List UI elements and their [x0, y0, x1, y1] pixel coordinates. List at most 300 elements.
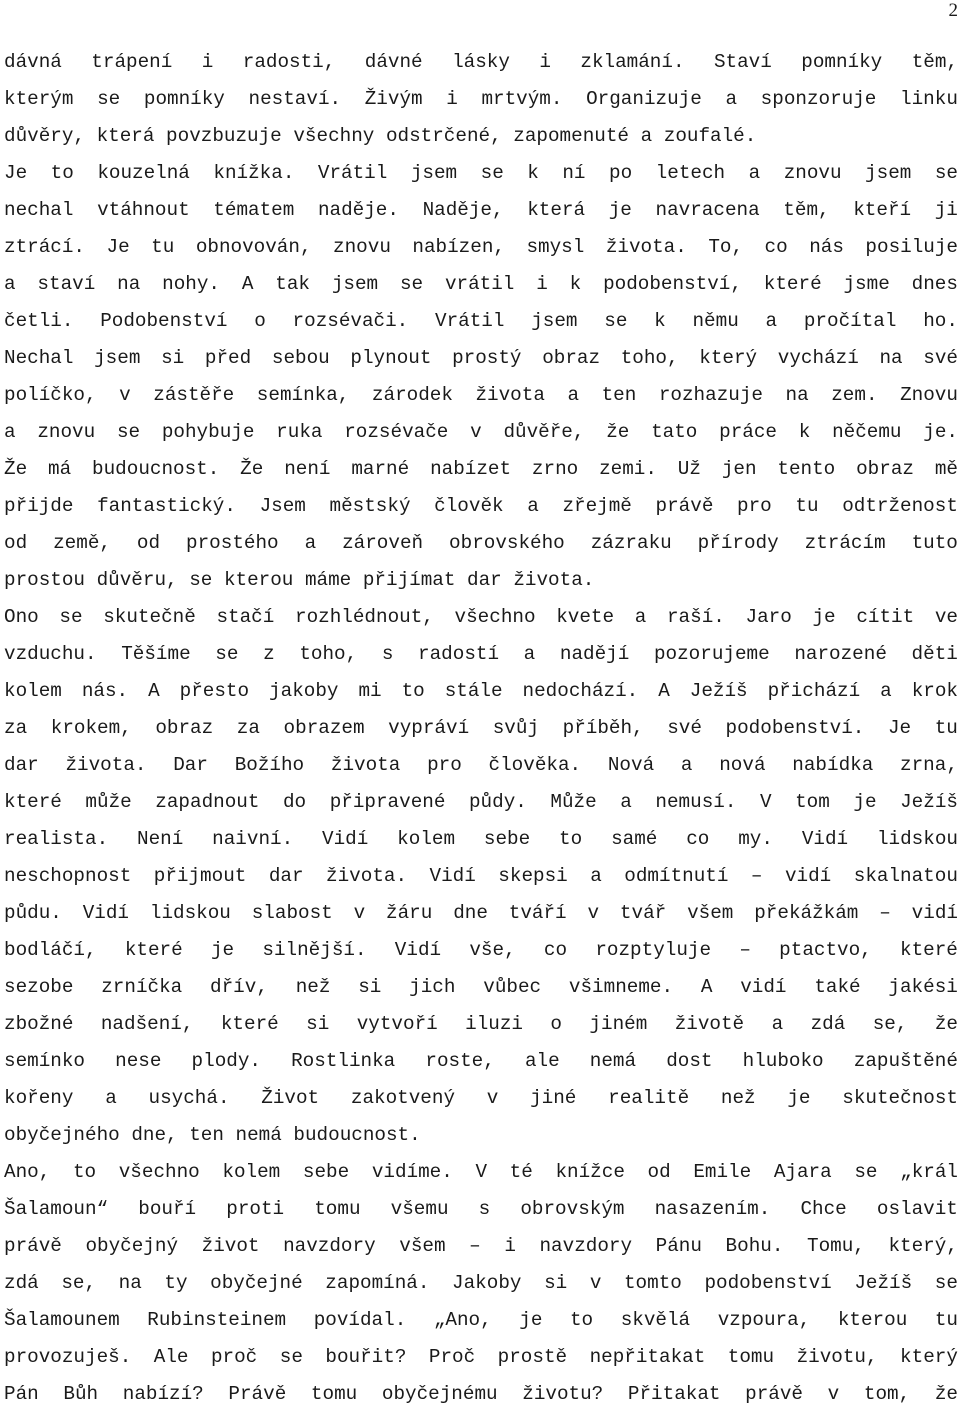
word: života. — [513, 569, 595, 591]
word: může — [85, 791, 132, 813]
word: tvář — [619, 902, 667, 924]
word: jsem — [865, 162, 912, 184]
word: jiném — [589, 1013, 648, 1035]
word: to — [72, 1161, 97, 1183]
text-line — [4, 340, 958, 377]
word: Právě — [228, 1383, 287, 1405]
word: obyčejné — [210, 1272, 303, 1294]
word: Vidí — [429, 865, 476, 887]
word: to — [569, 1309, 594, 1331]
word: A — [148, 680, 160, 702]
word: podobenství — [704, 1272, 832, 1294]
word: četli. — [4, 310, 74, 332]
word: Znovu — [900, 384, 958, 406]
text-line — [4, 451, 958, 488]
text-line — [4, 969, 958, 1006]
word: – — [879, 902, 891, 924]
word: ztrácím — [804, 532, 886, 554]
word: Emile — [693, 1161, 752, 1183]
word: pozorujeme — [653, 643, 770, 665]
word: kterým — [4, 88, 74, 110]
word: přijímat — [362, 569, 456, 591]
word: semínko — [4, 1050, 85, 1072]
word: k — [527, 162, 539, 184]
text-line — [4, 858, 958, 895]
word: není — [284, 458, 331, 480]
word: život — [201, 1235, 260, 1257]
word: budoucnost. — [293, 1124, 421, 1146]
word: Není — [137, 828, 184, 850]
word: Může — [550, 791, 597, 813]
word: životě — [674, 1013, 745, 1035]
word: se, — [61, 1272, 97, 1294]
word: Je — [4, 162, 28, 184]
word: lidskou — [876, 828, 958, 850]
word: zároveň — [342, 532, 424, 554]
word: – — [750, 865, 763, 887]
word: s — [381, 643, 394, 665]
word: tváří — [508, 902, 567, 924]
word: všechny — [293, 125, 375, 147]
word: se — [116, 421, 141, 443]
word: přichází — [767, 680, 861, 702]
text-line — [4, 488, 958, 525]
word: vidí — [784, 865, 832, 887]
word: si — [306, 1013, 330, 1035]
word: vzduchu. — [4, 643, 97, 665]
word: Jaro — [745, 606, 792, 628]
word: toho, — [620, 347, 679, 369]
word: neschopnost — [4, 865, 132, 887]
word: příběh, — [562, 717, 644, 739]
word: zázraku — [590, 532, 672, 554]
word: se — [480, 162, 504, 184]
text-line — [4, 81, 958, 118]
word: Jakoby — [452, 1272, 522, 1294]
word: tuto — [911, 532, 958, 554]
word: obraz — [856, 458, 914, 480]
word: která — [96, 125, 155, 147]
word: zástěře — [153, 384, 235, 406]
word: prostý — [452, 347, 522, 369]
word: kouzelná — [97, 162, 190, 184]
word: co — [543, 939, 568, 961]
word: i — [539, 51, 551, 73]
word: Nechal — [4, 347, 74, 369]
word: Šalamoun“ — [4, 1198, 109, 1220]
word: v — [353, 902, 366, 924]
word: obrovským — [520, 1198, 625, 1220]
text-line — [4, 266, 958, 303]
text-line — [4, 1191, 958, 1228]
word: Ono — [4, 606, 39, 628]
word: iluzi — [465, 1013, 523, 1035]
text-line — [4, 1228, 958, 1265]
word: obyčejný — [85, 1235, 179, 1257]
word: my. — [738, 828, 773, 850]
word: roste, — [425, 1050, 495, 1072]
word: je — [519, 1309, 543, 1331]
word: i — [504, 1235, 516, 1257]
word: to — [50, 162, 74, 184]
word: zrníčka — [101, 976, 183, 998]
word: Ježíš — [900, 791, 958, 813]
word: Ježíš — [854, 1272, 913, 1294]
word: se — [934, 162, 958, 184]
word: – — [469, 1235, 481, 1257]
word: pročítal — [803, 310, 897, 332]
word: naděje. — [317, 199, 399, 221]
word: přesto — [179, 680, 250, 702]
word: dávná — [4, 51, 62, 73]
word: vidíme. — [371, 1161, 453, 1183]
text-line — [4, 1265, 958, 1302]
word: zapuštěné — [853, 1050, 958, 1072]
word: zapadnout — [155, 791, 260, 813]
word: všemu — [390, 1198, 449, 1220]
word: který — [900, 1346, 958, 1368]
word: Je — [887, 717, 912, 739]
word: a — [105, 1087, 117, 1109]
word: Vrátil — [435, 310, 505, 332]
word: jakoby — [269, 680, 339, 702]
word: jsem — [94, 347, 141, 369]
word: plynout — [350, 347, 432, 369]
word: Že — [4, 458, 28, 480]
word: zoufalé. — [663, 125, 757, 147]
word: také — [814, 976, 861, 998]
word: a — [590, 865, 602, 887]
word: stačí — [216, 606, 275, 628]
word: se — [189, 569, 213, 591]
word: v — [486, 1087, 499, 1109]
word: zemi. — [599, 458, 657, 480]
text-line — [4, 1006, 958, 1043]
word: Už — [677, 458, 701, 480]
word: co — [686, 828, 710, 850]
word: sponzoruje — [760, 88, 877, 110]
word: si — [161, 347, 185, 369]
word: dne, — [131, 1124, 178, 1146]
text-line — [4, 747, 958, 784]
word: odtrženost — [842, 495, 958, 517]
word: navracena — [655, 199, 760, 221]
word: letech — [655, 162, 726, 184]
word: žáru — [386, 902, 433, 924]
word: než — [720, 1087, 756, 1109]
text-line — [4, 229, 958, 266]
word: přijde — [4, 495, 74, 517]
word: nabídka — [792, 754, 874, 776]
word: A — [700, 976, 713, 998]
word: dřív, — [210, 976, 268, 998]
word: dar — [4, 754, 39, 776]
word: obyčejnému — [381, 1383, 498, 1405]
word: ve — [934, 606, 958, 628]
word: To, — [708, 236, 744, 258]
word: právě — [745, 1383, 803, 1405]
word: podobenství, — [603, 273, 742, 295]
word: pomníky — [801, 51, 883, 73]
word: zrna, — [900, 754, 958, 776]
word: Jsem — [259, 495, 306, 517]
word: že — [934, 1013, 958, 1035]
word: i — [536, 273, 548, 295]
word: se — [604, 310, 628, 332]
word: o — [254, 310, 266, 332]
word: tomto — [623, 1272, 682, 1294]
word: je — [608, 199, 632, 221]
word: ten — [189, 1124, 224, 1146]
word: života. — [65, 754, 147, 776]
word: v — [827, 1383, 840, 1405]
word: narozené — [794, 643, 887, 665]
word: staví — [37, 273, 96, 295]
word: děti — [911, 643, 958, 665]
word: fantastický. — [97, 495, 236, 517]
word: i — [201, 51, 214, 73]
word: tu — [151, 236, 175, 258]
word: do — [282, 791, 307, 813]
text-line — [4, 784, 958, 821]
word: Tomu, — [807, 1235, 865, 1257]
word: dar — [268, 865, 304, 887]
word: Vidí — [82, 902, 130, 924]
word: zbožné — [4, 1013, 74, 1035]
word: člověk — [434, 495, 504, 517]
word: kvete — [556, 606, 615, 628]
word: Je — [106, 236, 130, 258]
word: odstrčené, — [385, 125, 502, 147]
word: všem — [687, 902, 734, 924]
word: mi — [358, 680, 382, 702]
word: připravené — [329, 791, 446, 813]
word: které — [4, 791, 62, 813]
word: vtáhnout — [97, 199, 190, 221]
word: jakési — [888, 976, 958, 998]
word: A — [241, 273, 254, 295]
word: důvěru, — [96, 569, 178, 591]
word: si — [358, 976, 382, 998]
word: tu — [795, 495, 819, 517]
word: všechno — [118, 1161, 200, 1183]
word: navzdory — [539, 1235, 633, 1257]
word: skvělá — [620, 1309, 691, 1331]
word: raší. — [666, 606, 725, 628]
word: jsem — [531, 310, 578, 332]
word: Proč — [428, 1346, 476, 1368]
word: nabízí? — [122, 1383, 204, 1405]
text-line — [4, 821, 958, 858]
word: městský — [329, 495, 411, 517]
word: smysl — [526, 236, 585, 258]
word: Ale — [153, 1346, 189, 1368]
word: sebou — [271, 347, 330, 369]
word: tento — [777, 458, 836, 480]
word: silnější. — [262, 939, 367, 961]
word: v — [589, 1272, 602, 1294]
word: provozuješ. — [4, 1346, 132, 1368]
word: životu? — [522, 1383, 604, 1405]
word: Bohu. — [725, 1235, 784, 1257]
word: nemusí. — [655, 791, 737, 813]
word: „Ano, — [433, 1309, 492, 1331]
word: znovu — [333, 236, 391, 258]
word: že — [934, 1383, 958, 1405]
word: nás. — [81, 680, 129, 702]
word: na — [879, 347, 903, 369]
word: nepřitakat — [589, 1346, 706, 1368]
word: V — [759, 791, 772, 813]
word: obraz — [155, 717, 214, 739]
word: bodláčí, — [4, 939, 97, 961]
word: usychá. — [148, 1087, 230, 1109]
text-line — [4, 562, 958, 599]
word: nabízet — [430, 458, 512, 480]
word: nedochází. — [522, 680, 639, 702]
word: tu — [934, 1309, 958, 1331]
word: které — [220, 1013, 279, 1035]
word: dnes — [911, 273, 958, 295]
text-line — [4, 1117, 958, 1154]
page-number: 2 — [948, 0, 958, 21]
word: V — [475, 1161, 488, 1183]
word: jsme — [843, 273, 890, 295]
word: posiluje — [865, 236, 958, 258]
word: si — [544, 1272, 568, 1294]
word: zakotvený — [350, 1087, 456, 1109]
text-line — [4, 155, 958, 192]
text-line — [4, 525, 958, 562]
word: realitě — [608, 1087, 690, 1109]
word: tato — [651, 421, 698, 443]
word: zem. — [831, 384, 878, 406]
word: a — [880, 680, 892, 702]
word: skepsi — [498, 865, 568, 887]
text-line — [4, 303, 958, 340]
word: v — [587, 902, 600, 924]
word: Organizuje — [586, 88, 702, 110]
word: kterou — [837, 1309, 908, 1331]
word: Ano, — [4, 1161, 51, 1183]
word: prostého — [186, 532, 279, 554]
word: linku — [900, 88, 958, 110]
word: rozhazuje — [658, 384, 763, 406]
word: Bůh — [63, 1383, 99, 1405]
word: – — [739, 939, 751, 961]
word: knížce — [555, 1161, 625, 1183]
word: a — [640, 125, 653, 147]
word: naivní. — [212, 828, 294, 850]
word: ruka — [276, 421, 323, 443]
word: své — [667, 717, 702, 739]
word: za — [4, 717, 28, 739]
word: Živým — [364, 88, 423, 110]
word: nestaví. — [248, 88, 342, 110]
word: jsem — [331, 273, 379, 295]
word: navzdory — [283, 1235, 376, 1257]
text-line — [4, 636, 958, 673]
word: za — [236, 717, 260, 739]
word: těm, — [911, 51, 958, 73]
word: vše, — [469, 939, 516, 961]
word: Vidí — [322, 828, 369, 850]
word: rozsévače — [344, 421, 449, 443]
word: zřejmě — [562, 495, 632, 517]
word: Ježíš — [689, 680, 748, 702]
word: té — [509, 1161, 533, 1183]
word: se — [215, 643, 239, 665]
word: znovu — [783, 162, 842, 184]
word: vychází — [777, 347, 859, 369]
word: vzpoura, — [717, 1309, 811, 1331]
word: života — [330, 754, 401, 776]
word: oslavit — [876, 1198, 958, 1220]
word: který — [699, 347, 758, 369]
word: vypráví — [388, 717, 470, 739]
word: které — [763, 273, 822, 295]
word: ptactvo, — [779, 939, 872, 961]
text-line — [4, 44, 958, 81]
text-line — [4, 1080, 958, 1117]
word: dne — [453, 902, 488, 924]
word: se — [279, 1346, 303, 1368]
word: tomu — [310, 1383, 358, 1405]
word: něčemu — [832, 421, 902, 443]
word: tématem — [213, 199, 295, 221]
word: znovu — [37, 421, 96, 443]
word: tom — [795, 791, 830, 813]
word: které — [124, 939, 183, 961]
word: se — [97, 88, 121, 110]
word: lásky — [452, 51, 510, 73]
word: radostí — [418, 643, 500, 665]
word: nabízen, — [412, 236, 505, 258]
word: je — [812, 606, 836, 628]
word: jsem — [410, 162, 458, 184]
word: Vrátil — [317, 162, 388, 184]
word: Že — [240, 458, 264, 480]
word: dost — [666, 1050, 713, 1072]
word: na — [118, 1272, 142, 1294]
word: nás — [809, 236, 844, 258]
word: bouřit? — [325, 1346, 407, 1368]
word: tom, — [863, 1383, 911, 1405]
word: Pán — [4, 1383, 39, 1405]
text-line — [4, 118, 958, 155]
word: vůbec — [483, 976, 542, 998]
word: Chce — [800, 1198, 847, 1220]
word: skalnatou — [853, 865, 958, 887]
word: důvěry, — [4, 125, 85, 147]
word: zklamání. — [580, 51, 685, 73]
word: nová — [719, 754, 766, 776]
word: dar — [467, 569, 502, 591]
word: vrátil — [444, 273, 515, 295]
word: vidí — [740, 976, 787, 998]
word: je. — [923, 421, 958, 443]
word: rozptyluje — [595, 939, 712, 961]
word: proti — [226, 1198, 285, 1220]
word: je — [210, 939, 235, 961]
word: ale — [524, 1050, 560, 1072]
text-line — [4, 414, 958, 451]
word: Ajara — [773, 1161, 832, 1183]
word: a — [304, 532, 317, 554]
word: zdá — [810, 1013, 846, 1035]
word: kolem — [397, 828, 456, 850]
word: nese — [115, 1050, 162, 1072]
